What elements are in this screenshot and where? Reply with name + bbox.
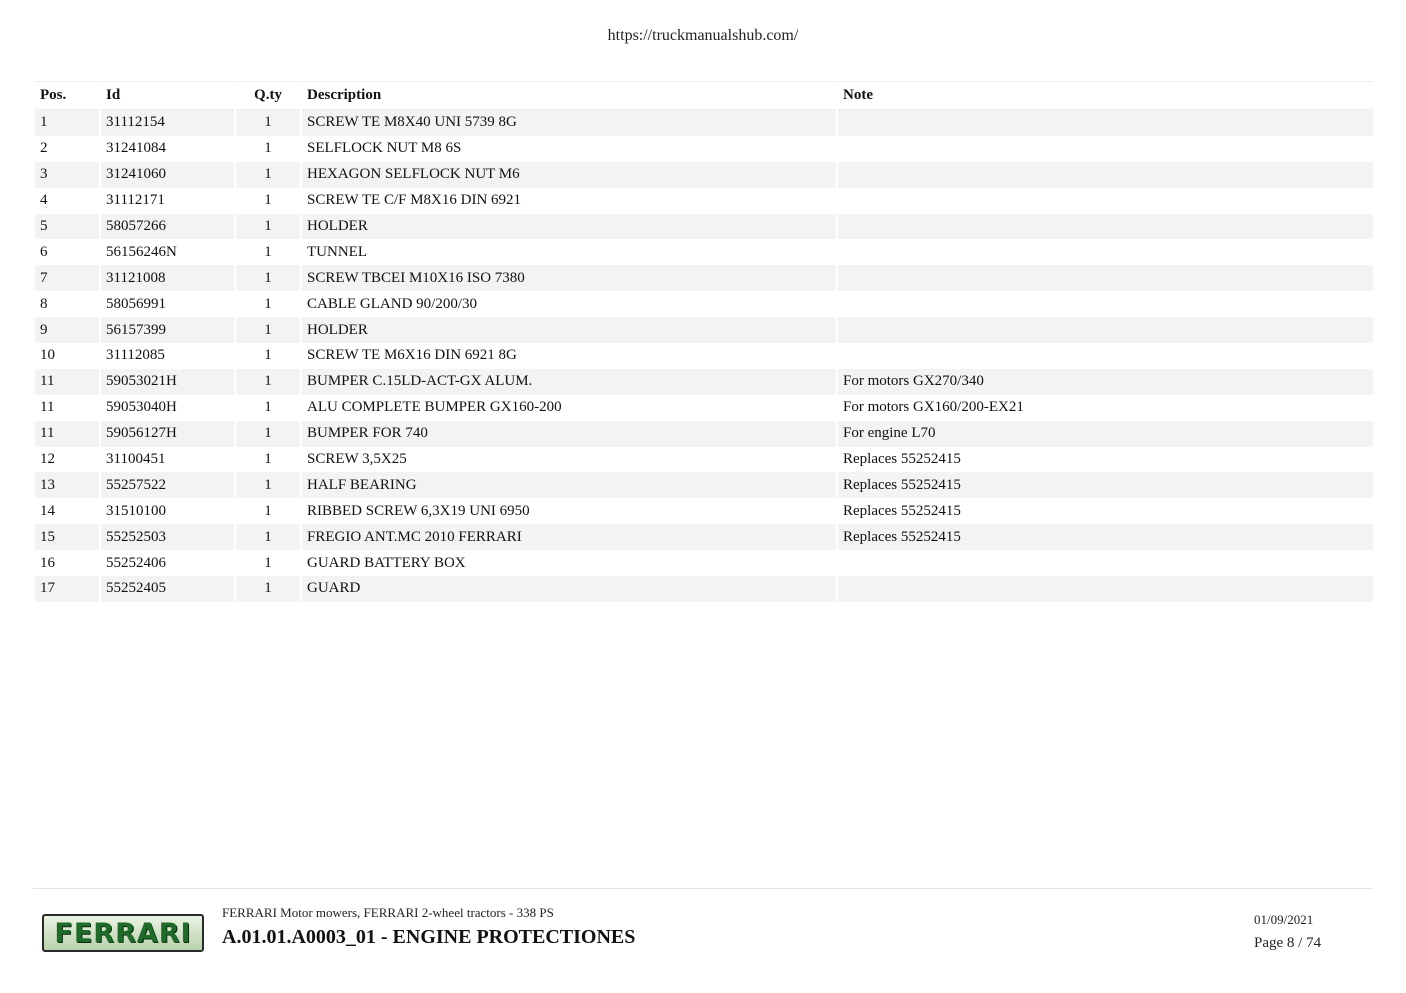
cell-description: FREGIO ANT.MC 2010 FERRARI: [302, 524, 836, 550]
cell-description: BUMPER FOR 740: [302, 421, 836, 447]
cell-qty: 1: [236, 395, 300, 421]
cell-pos: 7: [35, 265, 99, 291]
cell-description: BUMPER C.15LD-ACT-GX ALUM.: [302, 369, 836, 395]
cell-pos: 16: [35, 550, 99, 576]
parts-table: [33, 81, 1375, 602]
cell-note: [838, 265, 1373, 291]
column-header-pos: Pos.: [35, 81, 99, 110]
column-header-id: Id: [101, 81, 234, 110]
cell-pos: 5: [35, 214, 99, 240]
table-row: [35, 265, 1373, 291]
cell-id: 31112085: [101, 343, 234, 369]
table-row: [35, 395, 1373, 421]
document-date: 01/09/2021: [1254, 912, 1314, 927]
cell-note: [838, 317, 1373, 343]
table-row: [35, 162, 1373, 188]
cell-qty: 1: [236, 317, 300, 343]
cell-description: CABLE GLAND 90/200/30: [302, 291, 836, 317]
cell-description: TUNNEL: [302, 239, 836, 265]
cell-id: 56156246N: [101, 239, 234, 265]
cell-note: Replaces 55252415: [838, 472, 1373, 498]
cell-id: 31112171: [101, 188, 234, 214]
cell-pos: 13: [35, 472, 99, 498]
cell-id: 31510100: [101, 498, 234, 524]
cell-description: ALU COMPLETE BUMPER GX160-200: [302, 395, 836, 421]
cell-id: 58057266: [101, 214, 234, 240]
document-title: A.01.01.A0003_01 - ENGINE PROTECTIONES: [222, 926, 636, 948]
cell-id: 31121008: [101, 265, 234, 291]
cell-id: 31241060: [101, 162, 234, 188]
cell-description: SCREW TE M6X16 DIN 6921 8G: [302, 343, 836, 369]
table-row: [35, 550, 1373, 576]
cell-pos: 8: [35, 291, 99, 317]
cell-pos: 2: [35, 136, 99, 162]
cell-qty: 1: [236, 447, 300, 473]
cell-description: SCREW TE M8X40 UNI 5739 8G: [302, 110, 836, 136]
cell-note: [838, 576, 1373, 602]
cell-qty: 1: [236, 214, 300, 240]
cell-note: [838, 343, 1373, 369]
cell-pos: 11: [35, 369, 99, 395]
cell-id: 55257522: [101, 472, 234, 498]
cell-qty: 1: [236, 369, 300, 395]
cell-note: [838, 291, 1373, 317]
table-row: [35, 317, 1373, 343]
cell-id: 31112154: [101, 110, 234, 136]
cell-description: GUARD BATTERY BOX: [302, 550, 836, 576]
cell-pos: 11: [35, 395, 99, 421]
cell-note: [838, 136, 1373, 162]
cell-pos: 12: [35, 447, 99, 473]
column-header-note: Note: [838, 81, 1373, 110]
page-number: Page 8 / 74: [1254, 935, 1322, 951]
cell-note: Replaces 55252415: [838, 524, 1373, 550]
cell-qty: 1: [236, 239, 300, 265]
cell-pos: 14: [35, 498, 99, 524]
cell-description: SCREW TBCEI M10X16 ISO 7380: [302, 265, 836, 291]
cell-pos: 11: [35, 421, 99, 447]
cell-note: For motors GX160/200-EX21: [838, 395, 1373, 421]
cell-qty: 1: [236, 524, 300, 550]
table-row: [35, 188, 1373, 214]
source-url[interactable]: https://truckmanualshub.com/: [607, 27, 799, 44]
cell-note: For engine L70: [838, 421, 1373, 447]
logo-text: FERRARI: [54, 917, 192, 949]
cell-id: 59056127H: [101, 421, 234, 447]
cell-pos: 1: [35, 110, 99, 136]
table-row: [35, 214, 1373, 240]
cell-id: 59053040H: [101, 395, 234, 421]
cell-description: HEXAGON SELFLOCK NUT M6: [302, 162, 836, 188]
cell-id: 59053021H: [101, 369, 234, 395]
cell-description: SCREW TE C/F M8X16 DIN 6921: [302, 188, 836, 214]
cell-description: RIBBED SCREW 6,3X19 UNI 6950: [302, 498, 836, 524]
table-row: [35, 291, 1373, 317]
table-row: [35, 369, 1373, 395]
cell-note: [838, 110, 1373, 136]
cell-note: [838, 550, 1373, 576]
cell-qty: 1: [236, 550, 300, 576]
table-row: [35, 421, 1373, 447]
cell-note: Replaces 55252415: [838, 447, 1373, 473]
cell-qty: 1: [236, 421, 300, 447]
cell-description: SELFLOCK NUT M8 6S: [302, 136, 836, 162]
cell-pos: 17: [35, 576, 99, 602]
cell-qty: 1: [236, 343, 300, 369]
table-row: [35, 343, 1373, 369]
cell-pos: 4: [35, 188, 99, 214]
table-row: [35, 472, 1373, 498]
cell-note: Replaces 55252415: [838, 498, 1373, 524]
cell-id: 31100451: [101, 447, 234, 473]
table-row: [35, 136, 1373, 162]
cell-note: [838, 162, 1373, 188]
cell-description: SCREW 3,5X25: [302, 447, 836, 473]
cell-description: HOLDER: [302, 317, 836, 343]
cell-note: [838, 214, 1373, 240]
footer-divider: [33, 888, 1373, 889]
table-row: [35, 576, 1373, 602]
table-row: [35, 498, 1373, 524]
cell-pos: 10: [35, 343, 99, 369]
cell-description: GUARD: [302, 576, 836, 602]
cell-id: 58056991: [101, 291, 234, 317]
cell-pos: 15: [35, 524, 99, 550]
cell-qty: 1: [236, 188, 300, 214]
ferrari-logo: [42, 914, 204, 952]
cell-description: HALF BEARING: [302, 472, 836, 498]
cell-qty: 1: [236, 576, 300, 602]
table-row: [35, 524, 1373, 550]
cell-id: 31241084: [101, 136, 234, 162]
cell-id: 56157399: [101, 317, 234, 343]
cell-id: 55252405: [101, 576, 234, 602]
cell-qty: 1: [236, 291, 300, 317]
table-row: [35, 447, 1373, 473]
cell-qty: 1: [236, 265, 300, 291]
cell-pos: 9: [35, 317, 99, 343]
table-body: [35, 110, 1373, 602]
column-header-description: Description: [302, 81, 836, 110]
cell-note: [838, 239, 1373, 265]
cell-id: 55252503: [101, 524, 234, 550]
table-row: [35, 239, 1373, 265]
cell-pos: 3: [35, 162, 99, 188]
table-row: [35, 110, 1373, 136]
cell-description: HOLDER: [302, 214, 836, 240]
cell-note: [838, 188, 1373, 214]
cell-note: For motors GX270/340: [838, 369, 1373, 395]
cell-qty: 1: [236, 136, 300, 162]
document-subtitle: FERRARI Motor mowers, FERRARI 2-wheel tractors - 338 PS: [222, 905, 554, 920]
column-header-qty: Q.ty: [236, 81, 300, 110]
cell-qty: 1: [236, 472, 300, 498]
cell-id: 55252406: [101, 550, 234, 576]
cell-pos: 6: [35, 239, 99, 265]
table-header-row: [35, 81, 1373, 110]
cell-qty: 1: [236, 498, 300, 524]
cell-qty: 1: [236, 110, 300, 136]
cell-qty: 1: [236, 162, 300, 188]
